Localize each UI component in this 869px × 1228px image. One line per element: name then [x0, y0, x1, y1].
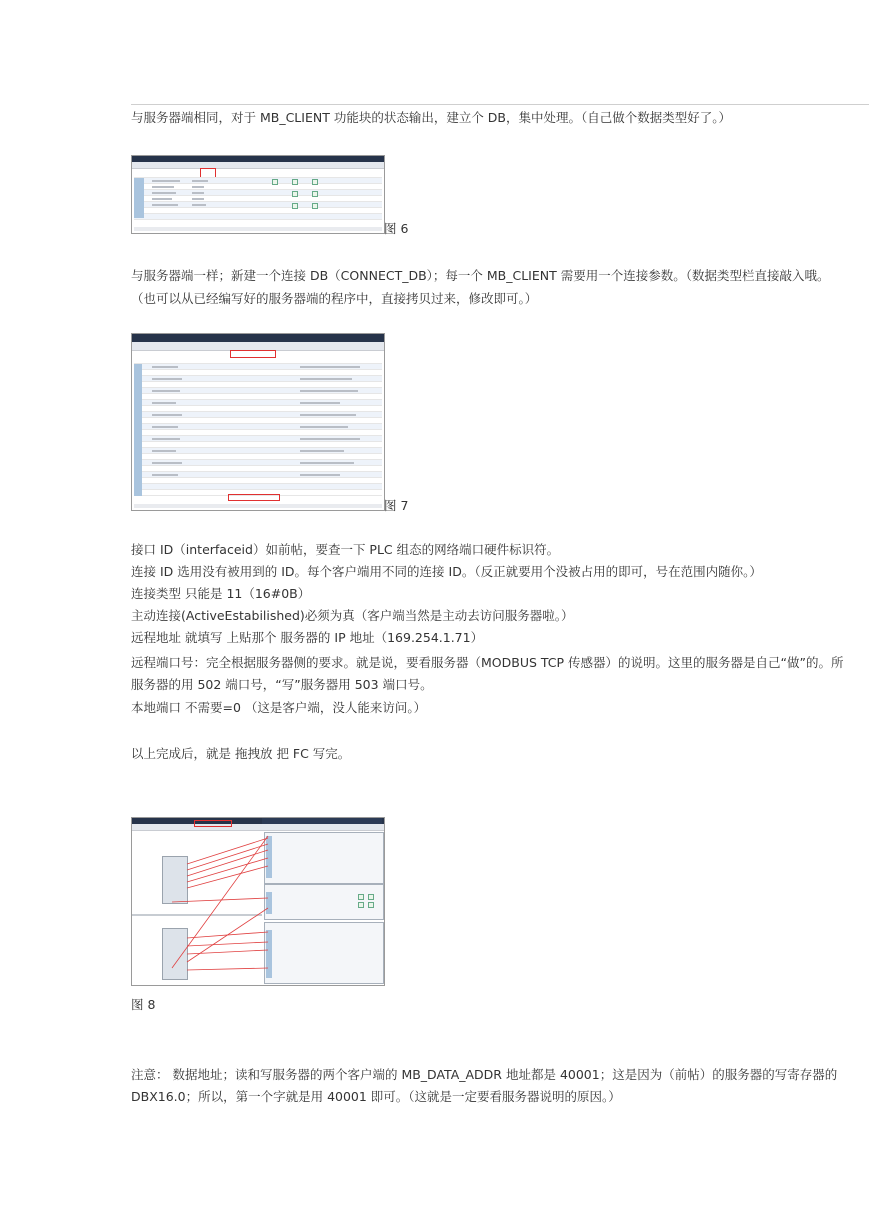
line-remote-address: 远程地址 就填写 上贴那个 服务器的 IP 地址（169.254.1.71）	[131, 630, 484, 645]
paragraph-connect-db: 与服务器端一样；新建一个连接 DB（CONNECT_DB）；每一个 MB_CLIENT 需要用一个连接参数。（数据类型栏直接敲入哦。	[131, 268, 830, 283]
line-connection-type: 连接类型 只能是 11（16#0B）	[131, 586, 311, 601]
top-divider	[131, 104, 869, 105]
figure-8-screenshot	[131, 817, 385, 986]
paragraph-status-db: 与服务器端相同，对于 MB_CLIENT 功能块的状态输出，建立个 DB，集中处理。（自己做个数据类型好了。）	[131, 110, 731, 125]
figure-7-caption: 图 7	[384, 498, 409, 513]
line-interface-id: 接口 ID（interfaceid）如前帖，要查一下 PLC 组态的网络端口硬件标识符。	[131, 542, 560, 557]
figure-8-connection-lines	[132, 818, 384, 985]
figure-6-caption: 图 6	[384, 221, 409, 236]
figure-8-caption: 图 8	[131, 997, 156, 1012]
paragraph-fc-done: 以上完成后，就是 拖拽放 把 FC 写完。	[131, 746, 351, 761]
paragraph-copy-hint: （也可以从已经编写好的服务器端的程序中，直接拷贝过来，修改即可。）	[131, 291, 538, 306]
line-active-established: 主动连接(ActiveEstabilished)必须为真（客户端当然是主动去访问服务器啦。）	[131, 608, 574, 623]
figure-6-screenshot	[131, 155, 385, 234]
line-local-port: 本地端口 不需要=0 （这是客户端，没人能来访问。）	[131, 700, 427, 715]
note-data-address: 注意： 数据地址；读和写服务器的两个客户端的 MB_DATA_ADDR 地址都是 40001；这是因为（前帖）的服务器的写寄存器的	[131, 1067, 838, 1082]
note-data-address-cont: DBX16.0；所以，第一个字就是用 40001 即可。（这就是一定要看服务器说明的原因。）	[131, 1089, 621, 1104]
line-remote-port-cont: 服务器的用 502 端口号，“写”服务器用 503 端口号。	[131, 677, 433, 692]
line-connection-id: 连接 ID 选用没有被用到的 ID。每个客户端用不同的连接 ID。（反正就要用个没被占用的即可，号在范围内随你。）	[131, 564, 762, 579]
figure-7-screenshot	[131, 333, 385, 511]
line-remote-port: 远程端口号：完全根据服务器侧的要求。就是说，要看服务器（MODBUS TCP 传感器）的说明。这里的服务器是自己“做”的。所	[131, 655, 844, 670]
